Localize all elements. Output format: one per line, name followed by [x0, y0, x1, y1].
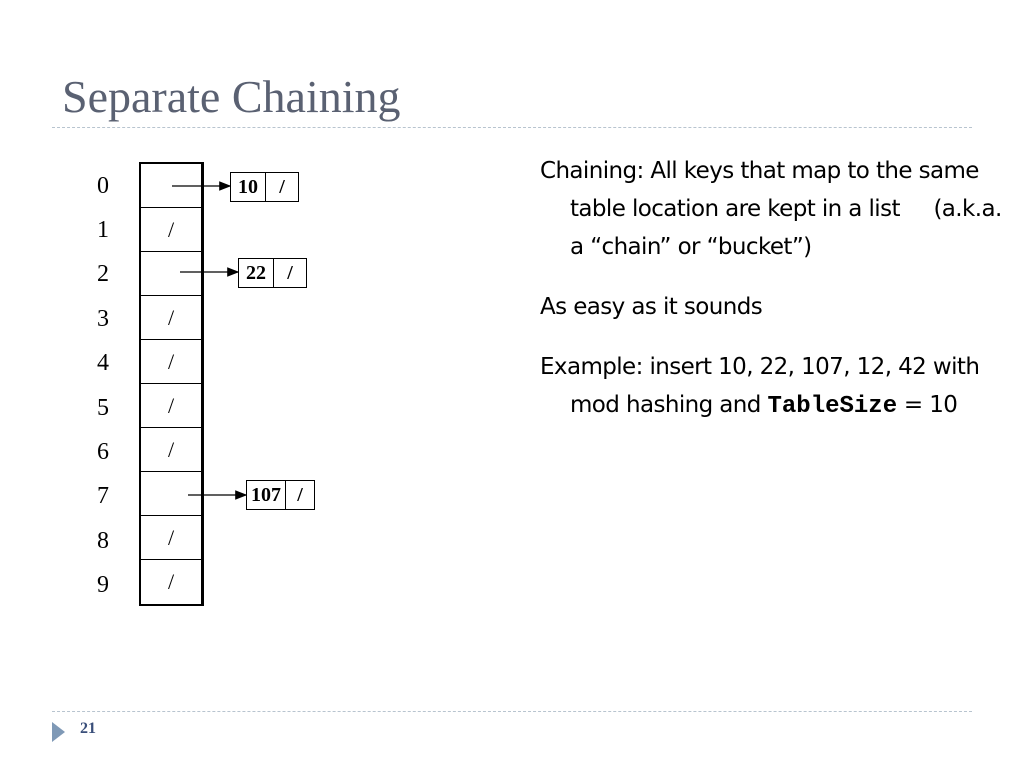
node-next: /	[297, 484, 303, 506]
easy-note: As easy as it sounds	[540, 294, 763, 320]
bucket-index: 9	[97, 572, 109, 598]
bucket-index: 2	[97, 261, 109, 287]
chain-node	[230, 172, 299, 202]
node-next: /	[279, 176, 285, 198]
table-cell: /	[141, 208, 201, 252]
node-next: /	[287, 262, 293, 284]
table-cell: /	[141, 340, 201, 384]
footer-divider	[52, 711, 972, 712]
node-key: 22	[239, 259, 274, 287]
table-cell: /	[141, 296, 201, 340]
node-key: 10	[231, 173, 266, 201]
page-number: 21	[80, 720, 96, 737]
bucket-index: 0	[97, 173, 109, 199]
table-cell: /	[141, 384, 201, 428]
example-text	[540, 348, 1010, 426]
bucket-index: 3	[97, 306, 109, 332]
chaining-text: All keys that map to the same table location are kept in a list (a.k.a. a “chain” or “bucket”)	[570, 158, 1009, 260]
chaining-lead: Chaining:	[540, 158, 644, 184]
table-cell: /	[141, 516, 201, 560]
chaining-definition	[540, 152, 1010, 266]
chain-node	[238, 258, 307, 288]
example-tail: = 10	[897, 392, 958, 418]
bucket-index: 7	[97, 483, 109, 509]
slide-body	[540, 152, 1010, 448]
slide-title: Separate Chaining	[62, 71, 401, 122]
footer-triangle-icon	[52, 722, 65, 742]
bucket-index: 6	[97, 439, 109, 465]
bucket-index: 5	[97, 395, 109, 421]
example-lead: Example: insert 10, 22, 107, 12, 42 with mod hashing and	[540, 354, 980, 418]
table-cell: /	[141, 428, 201, 472]
chain-node	[246, 480, 315, 510]
bucket-index: 1	[97, 217, 109, 243]
bucket-index: 4	[97, 350, 109, 376]
bucket-index: 8	[97, 528, 109, 554]
node-key: 107	[247, 481, 286, 509]
table-cell: /	[167, 569, 175, 594]
tablesize-code: TableSize	[767, 393, 898, 420]
